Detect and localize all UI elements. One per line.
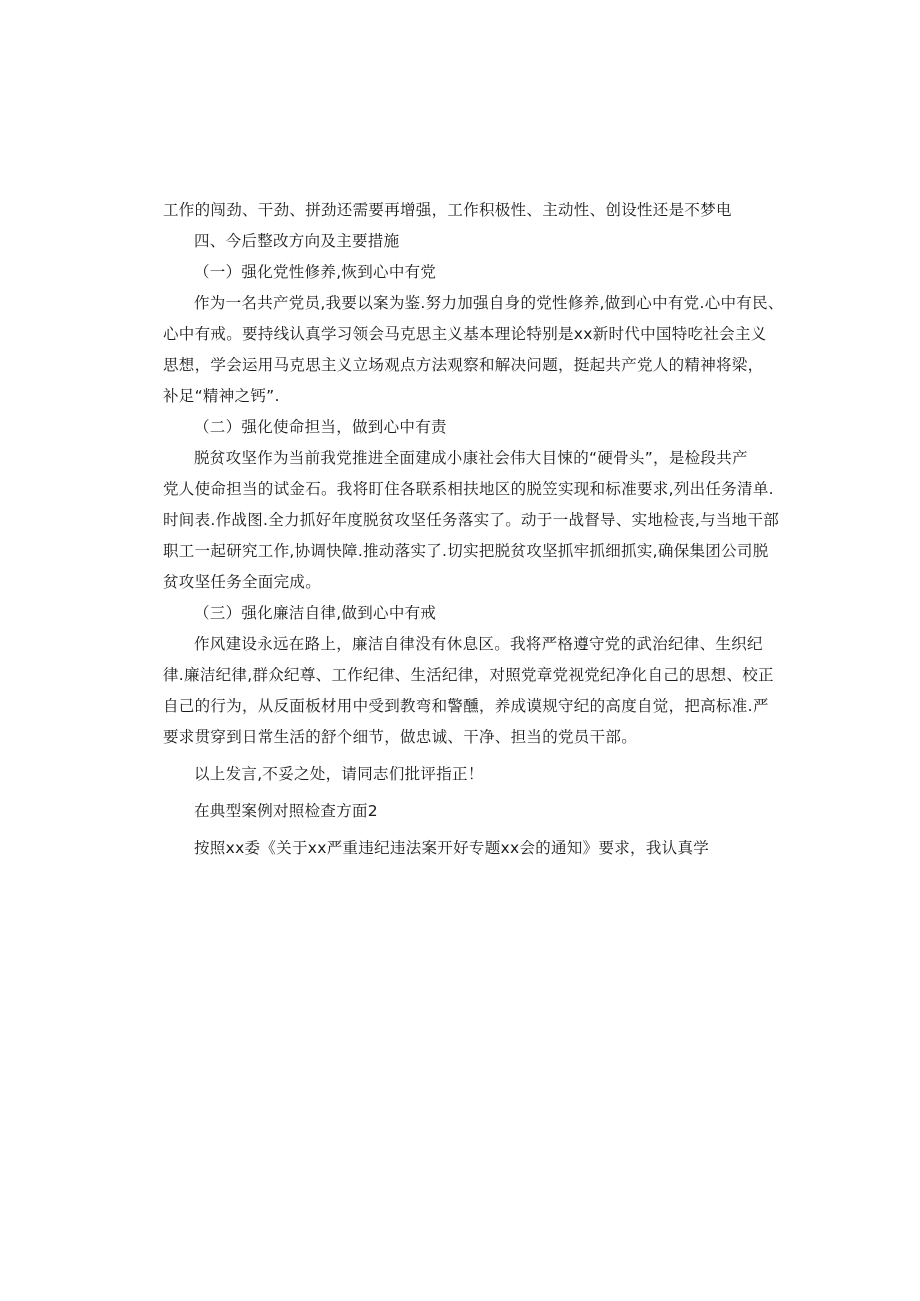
section-heading: 四、今后整改方向及主要措施 [194,232,400,250]
body-line: 补足“精神之钙”. [163,387,280,405]
body-line: 作为一名共产党员,我要以案为鉴.努力加强自身的党性修养,做到心中有党.心中有民、 [194,294,784,312]
body-line: 作风建设永远在路上，廉洁自律没有休息区。我将严格遵守党的武治纪律、生织纪 [194,635,763,653]
body-line: 自己的行为，从反面板材用中受到教弯和警醺，养成谟规守纪的高度自觉，把高标准.严 [163,697,769,715]
body-line: 要求贯穿到日常生活的舒个细节，做忠诚、干净、担当的党员干部。 [163,728,638,746]
body-line: 律.廉洁纪律,群众纪尊、工作纪律、生活纪律，对照党章党视党纪净化自己的思想、校正 [163,666,774,684]
body-line: 思想，学会运用马克思主义立场观点方法观察和解决问题，挺起共产党人的精神将梁， [163,356,764,374]
body-line: 职工一起研究工作,协调快障.推动落实了.切实把脱贫攻坚抓牢抓细抓实,确保集团公司脱 [163,542,769,560]
subsection-heading: （三）强化廉洁自律,做到心中有戒 [194,604,437,622]
closing-line: 以上发言,不妥之处，请同志们批评指正！ [194,765,484,783]
body-line: 脱贫攻坚作为当前我党推进全面建成小康社会伟大目悚的“硬骨头”，是检段共产 [194,449,748,467]
section-title: 在典型案例对照检查方面2 [194,802,378,820]
body-line: 时间表.作战图.全力抓好年度脱贫攻坚任务落实了。动于一战督导、实地检丧,与当地干部 [163,511,780,529]
body-line: 工作的闯劲、干劲、拼劲还需要再增强，工作积极性、主动性、创设性还是不梦电 [163,201,732,219]
body-line: 心中有戒。要持线认真学习领会马克思主义基本理论特别是xx新时代中国特吃社会主义 [163,325,767,343]
body-line: 贫攻坚任务全面完成。 [163,573,322,591]
subsection-heading: （二）强化使命担当，做到心中有责 [194,418,447,436]
body-line: 党人使命担当的试金石。我将盯住各联系相扶地区的脱笠实现和标准要求,列出任务清单. [163,480,774,498]
body-line: 按照xx委《关于xx严重违纪违法案开好专题xx会的通知》要求，我认真学 [194,839,710,857]
subsection-heading: （一）强化党性修养,恢到心中有党 [194,263,437,281]
document-body [163,195,784,864]
